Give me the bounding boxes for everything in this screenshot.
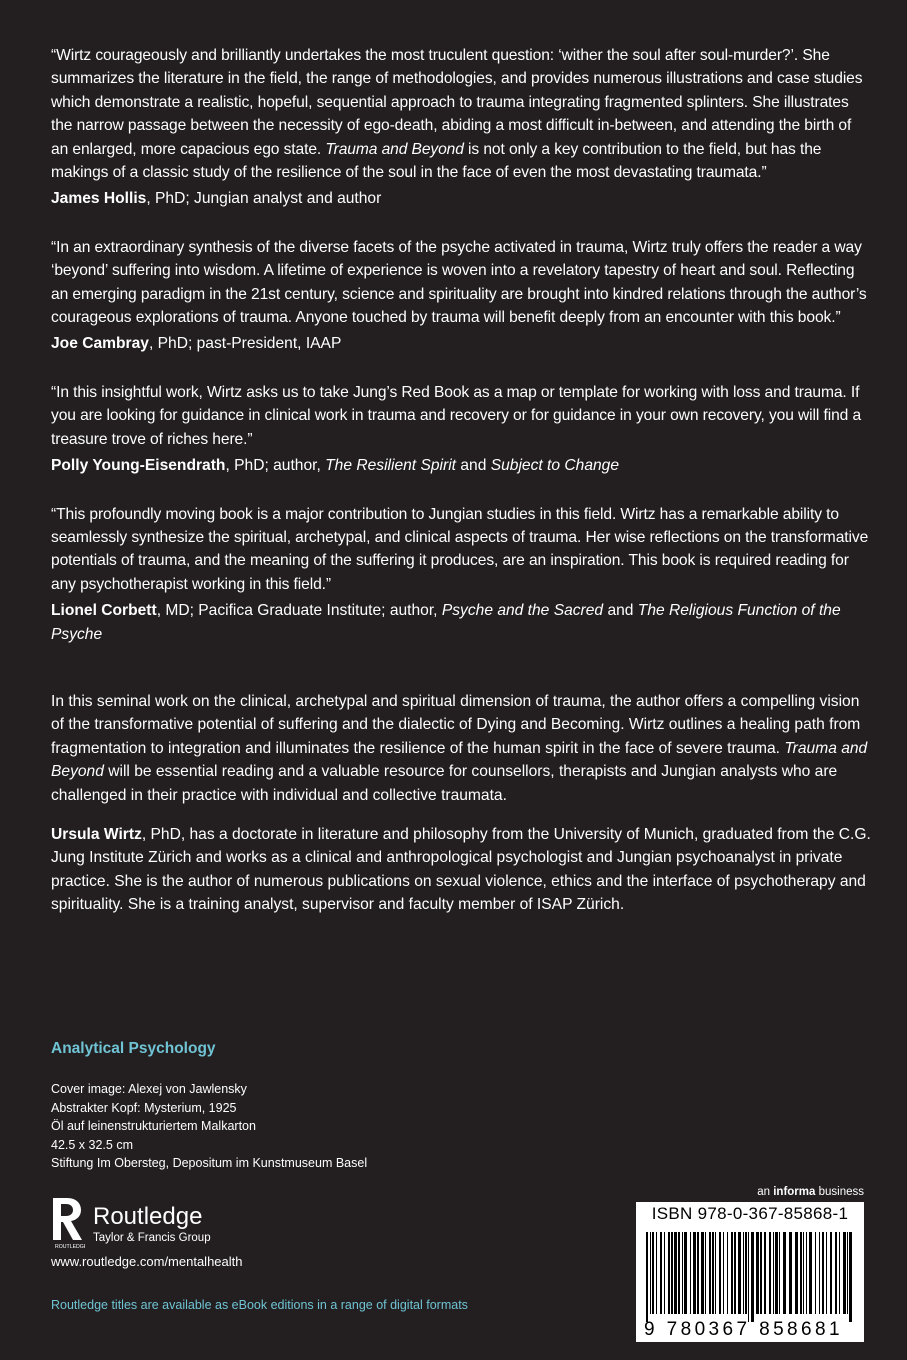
barcode-bar [751,1232,754,1322]
barcode-bar [731,1232,733,1314]
quote-author: Joe Cambray [51,335,149,353]
endorsements [51,44,871,646]
credit-line: Öl auf leinenstrukturiertem Malkarton [51,1119,256,1133]
barcode-bar [815,1232,816,1314]
barcode-bar [671,1232,673,1314]
barcode-bar [779,1232,780,1314]
quote-text [51,381,871,451]
credit-line: Cover image: Alexej von Jawlensky [51,1082,247,1096]
quote-text [51,236,871,330]
attribution-part: The Resilient Spirit [325,457,457,475]
barcode-bar [809,1232,812,1314]
barcode-bar [656,1232,657,1314]
barcode-bar [803,1232,804,1314]
barcode-bar [715,1232,716,1314]
cover-image-credits [51,1080,367,1173]
quote-attribution [51,454,871,477]
barcode-bar [705,1232,706,1314]
informa-tagline [757,1186,864,1198]
barcode-bar [826,1232,827,1314]
barcode-bar [764,1232,766,1314]
barcode-bar [849,1232,852,1322]
barcode-bar [678,1232,680,1314]
barcode-bar [664,1232,665,1314]
barcode-bar [800,1232,802,1314]
quote-attribution [51,187,871,210]
barcode-bar [738,1232,741,1314]
attribution-part: The Religious Function of the Psyche [51,602,841,643]
endorsement-quote [51,236,871,356]
description-part: In this seminal work on the clinical, archetypal and spiritual dimension of trauma, the author offers a compelling vision of the transformative potential of suffering and the dialectic of Dying and Becoming. Wirtz outlines a healing path from fragmentation to integration and illuminates the resilience of the human spirit in the face of severe trauma. [51,692,861,757]
barcode-bar [839,1232,840,1314]
barcode-bar [701,1232,704,1314]
informa-brand: informa [773,1186,816,1198]
barcode-bar [674,1232,677,1314]
barcode-bar [748,1232,749,1322]
barcode-bar [734,1232,736,1314]
barcode-bar [723,1232,724,1314]
barcode-bar [783,1232,786,1314]
quote-author: Lionel Corbett [51,602,157,620]
author-bio [51,823,871,917]
barcode-bar [660,1232,662,1314]
credit-line: Abstrakter Kopf: Mysterium, 1925 [51,1100,237,1115]
barcode-bar [830,1232,832,1314]
book-description [51,690,871,807]
attribution-part: , PhD; Jungian analyst and author [146,190,382,208]
attribution-part: Subject to Change [490,457,620,475]
quote-text-part: Trauma and Beyond [325,140,464,158]
quote-text-part: “Wirtz courageously and brilliantly undertakes the most truculent question: ‘wither the soul after soul-murder?’. She summarizes the literature in the field, the range of methodologies, and provides numerous illustrations and case studies which demonstrate a realistic, hopeful, sequential approach to trauma integrating fragmented splinters. She illustrates the narrow passage between the necessity of ego-death, abiding a most difficult in-between, and attending the birth of an enlarged, more capacious ego state. [51,47,863,158]
barcode-bars [644,1232,856,1322]
barcode-bar [682,1232,683,1314]
back-cover-text [51,44,871,917]
barcode-bar [843,1232,846,1314]
attribution-part: , MD; Pacifica Graduate Institute; author, [156,602,442,620]
attribution-part: , PhD; past-President, IAAP [148,335,342,353]
barcode-bar [835,1232,837,1314]
barcode-bar [652,1232,654,1314]
quote-text-part: “This profoundly moving book is a major contribution to Jungian studies in this field. Wirtz has a remarkable ability to seamlessly synthesize the spiritual, archetypal, and clinical aspects of trauma. Her wise reflections on the transformative potentials of trauma, and the meaning of the suffering it produces, are an inspiration. This book is required reading for any psychotherapist working in this field.” [51,505,869,593]
publisher-group: Taylor & Francis Group [93,1232,211,1244]
routledge-r-icon [51,1196,85,1248]
barcode-bar [775,1232,778,1314]
attribution-part: and [603,602,638,620]
barcode-bar [822,1232,824,1314]
quote-attribution [51,599,871,646]
bio-author-name: Ursula Wirtz [51,825,142,843]
quote-text [51,44,871,184]
publisher-logo [51,1196,211,1248]
barcode-bar [847,1232,848,1314]
barcode-bar [769,1232,771,1314]
description-part: will be essential reading and a valuable resource for counsellors, therapists and Jungian analysts who are challenged in their practice with individual and collective traumata. [51,763,838,804]
credit-line: Stiftung Im Obersteg, Depositum im Kunstmuseum Basel [51,1156,368,1170]
barcode-bar [727,1232,728,1314]
quote-text-part: is not only a key contribution to the field, but has the makings of a classic study of the resilience of the soul in the face of even the most devastating traumata.” [51,140,822,182]
barcode-bar [646,1232,648,1322]
barcode-bar [819,1232,820,1314]
quote-author: James Hollis [51,190,147,208]
quote-text-part: “In an extraordinary synthesis of the diverse facets of the psyche activated in trauma, Wirtz truly offers the reader a way ‘beyond’ suffering into wisdom. A lifetime of experience is woven into a revelatory tapestry of heart and soul. Reflecting an emerging paradigm in the 21st century, science and spirituality are brought into kindred relations through the author’s courageous explorations of trauma. Anyone touched by trauma will benefit deeply from an encounter with this book.” [51,238,867,327]
endorsement-quote [51,381,871,478]
description-part: Trauma and Beyond [51,739,868,781]
isbn-barcode [636,1202,864,1342]
barcode-bar [719,1232,721,1314]
barcode-bar [693,1232,696,1314]
barcode-bar [697,1232,699,1314]
barcode-bar [650,1232,651,1314]
isbn-label: ISBN 978-0-367-85868-1 [651,1204,849,1223]
barcode-bar [789,1232,792,1314]
attribution-part: and [456,457,491,475]
barcode-bar [773,1232,774,1314]
credit-line: 42.5 x 32.5 cm [51,1137,133,1152]
subject-category: Analytical Psychology [51,1040,216,1057]
barcode-bar [743,1232,744,1314]
informa-prefix: an [757,1186,774,1198]
quote-text [51,503,871,597]
ebook-note: Routledge titles are available as eBook editions in a range of digital formats [51,1298,468,1312]
quote-attribution [51,332,871,355]
barcode-bar [690,1232,691,1314]
barcode-bar [709,1232,711,1314]
barcode-bar [756,1232,759,1314]
isbn-digits: 9 780367 858681 [644,1319,843,1340]
routledge-mark-text: ROUTLEDGE [55,1244,85,1250]
bio-text: , PhD, has a doctorate in literature and philosophy from the University of Munich, graduated from the C.G. Jung Institute Zürich and works as a clinical and anthropological psychologist and Jungian psychoanalyst in private practice. She is the author of numerous publications on sexual violence, ethics and the interface of psychotherapy and spirituality. She is a training analyst, supervisor and faculty member of ISAP Zürich. [51,825,871,914]
attribution-part: , PhD; author, [225,457,326,475]
attribution-part: Psyche and the Sacred [441,602,604,620]
quote-author: Polly Young-Eisendrath [51,457,226,475]
barcode-bar [712,1232,714,1314]
informa-suffix: business [815,1186,864,1198]
barcode-bar [668,1232,670,1314]
publisher-url[interactable]: www.routledge.com/mentalhealth [51,1254,243,1269]
barcode-bar [795,1232,798,1314]
quote-text-part: “In this insightful work, Wirtz asks us to take Jung’s Red Book as a map or template for working with loss and trauma. If you are looking for guidance in clinical work in trauma and recovery or for guidance in your own recovery, you will find a treasure trove of riches here.” [51,383,862,448]
barcode-bar [684,1232,687,1314]
endorsement-quote [51,44,871,211]
barcode-bar [806,1232,807,1314]
publisher-name: Routledge [93,1203,203,1230]
barcode-bar [745,1232,747,1314]
barcode-bar [760,1232,762,1314]
endorsement-quote [51,503,871,646]
